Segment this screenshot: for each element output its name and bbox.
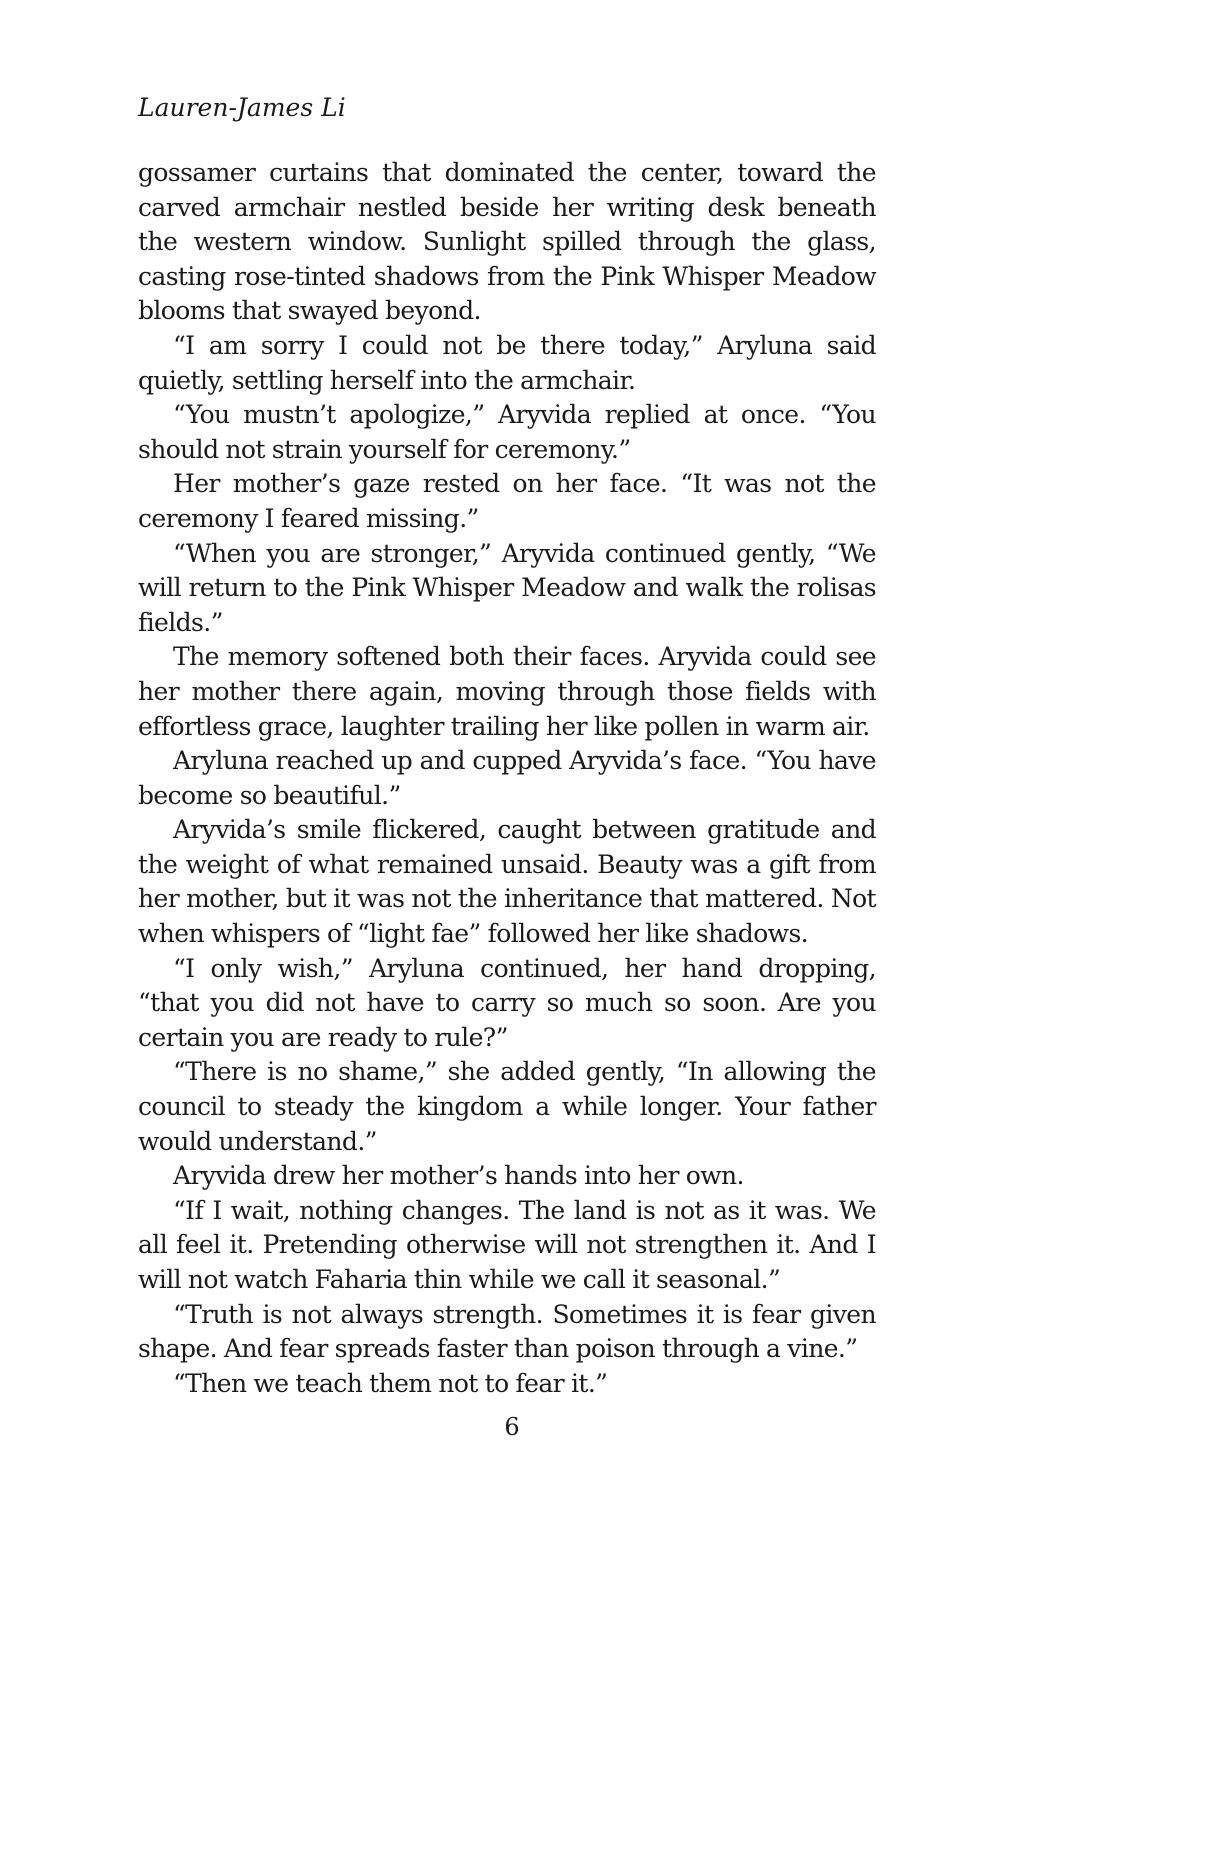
paragraph: Her mother’s gaze rested on her face. “It was not the ceremony I feared missing.” — [138, 469, 876, 533]
paragraph: “There is no shame,” she added gently, “In allowing the council to steady the kingdom a while longer. Your father would understand.” — [138, 1057, 876, 1156]
paragraph: “I only wish,” Aryluna continued, her hand dropping, “that you did not have to carry so much so soon. Are you certain you are ready to rule?” — [138, 953, 876, 1052]
paragraph: “I am sorry I could not be there today,” Aryluna said quietly, settling herself into the armchair. — [138, 330, 876, 395]
paragraph: “Truth is not always strength. Sometimes it is fear given shape. And fear spreads faster than poison through a vine.” — [138, 1299, 876, 1364]
paragraph: Aryvida’s smile flickered, caught between gratitude and the weight of what remained unsaid. Beauty was a gift from her mother, but it was not the inheritance that mattered. Not when whispers of “light fae” followed her like shadows. — [138, 815, 876, 949]
paragraph: “You mustn’t apologize,” Aryvida replied at once. “You should not strain yourself for ceremony.” — [138, 400, 876, 464]
paragraph: gossamer curtains that dominated the center, toward the carved armchair nestled beside her writing desk beneath the western window. Sunlight spilled through the glass, casting rose-tinted shadows from the Pink Whisper Meadow blooms that swayed beyond. — [138, 158, 876, 326]
paragraph: The memory softened both their faces. Aryvida could see her mother there again, moving through those fields with effortless grace, laughter trailing her like pollen in warm air. — [138, 642, 876, 741]
paragraph: “When you are stronger,” Aryvida continued gently, “We will return to the Pink Whisper Meadow and walk the rolisas fields.” — [138, 538, 876, 637]
page-number: 6 — [504, 1413, 520, 1441]
paragraph: Aryluna reached up and cupped Aryvida’s face. “You have become so beautiful.” — [138, 746, 876, 810]
paragraph: “Then we teach them not to fear it.” — [173, 1368, 608, 1398]
body-text — [138, 156, 876, 1401]
running-head-author: Lauren-James Li — [138, 93, 346, 122]
paragraph: Aryvida drew her mother’s hands into her own. — [173, 1161, 744, 1191]
paragraph: “If I wait, nothing changes. The land is not as it was. We all feel it. Pretending otherwise will not strengthen it. And I will not watch Faharia thin while we call it seasonal.” — [138, 1195, 876, 1294]
